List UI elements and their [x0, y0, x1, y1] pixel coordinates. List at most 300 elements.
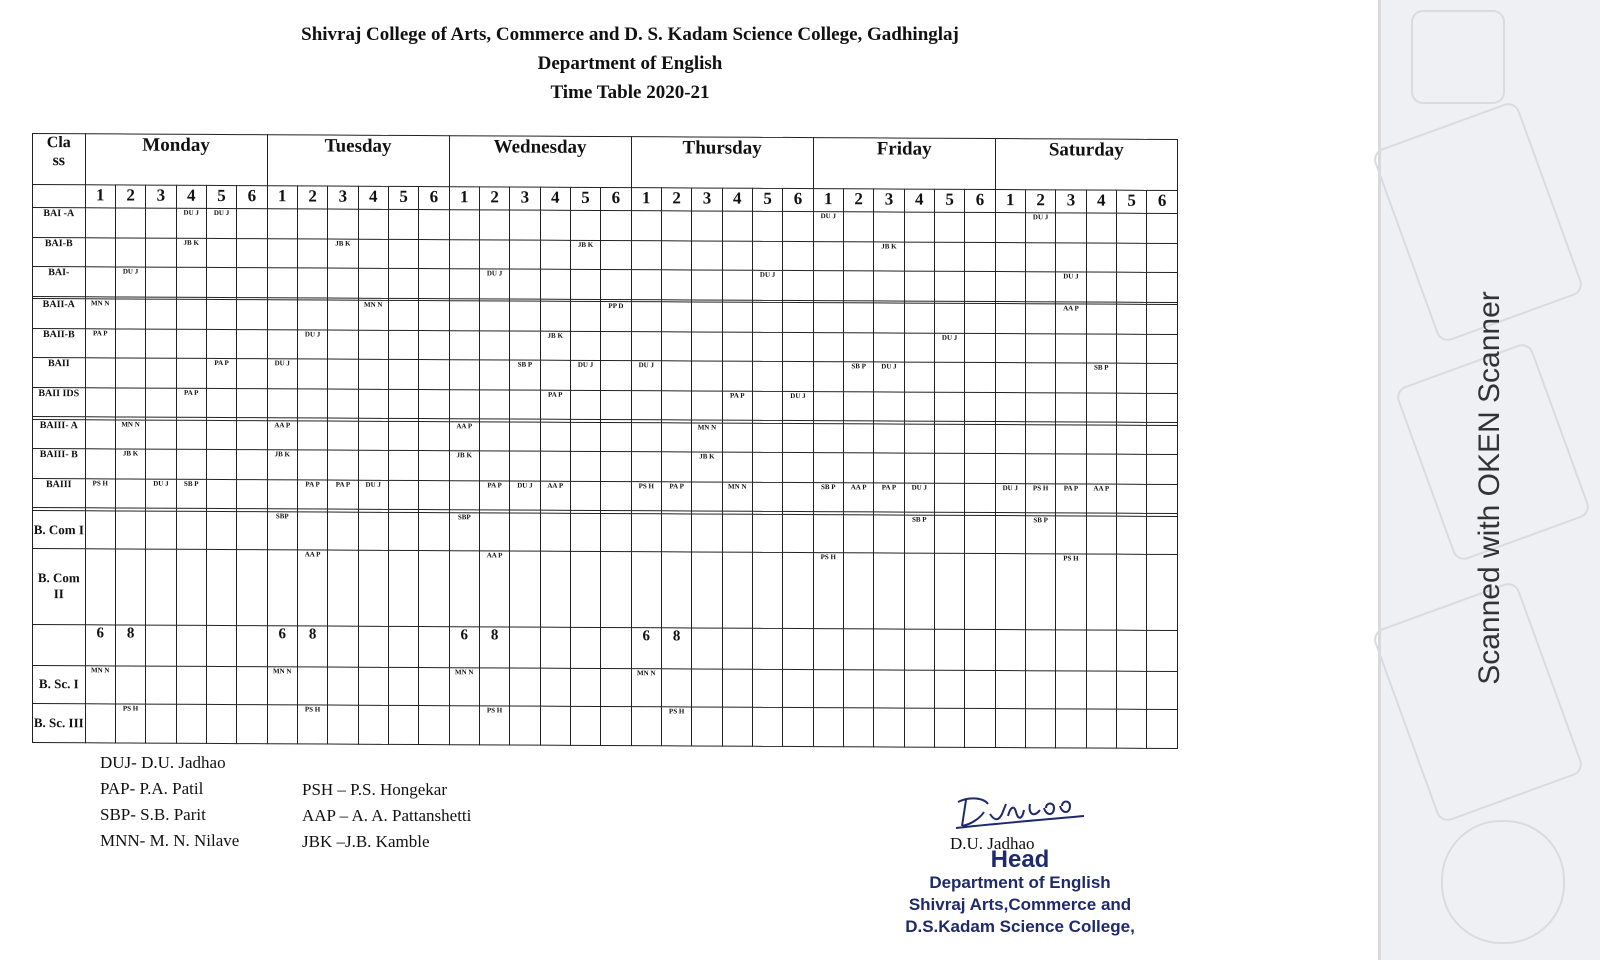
timetable-cell — [267, 209, 297, 239]
legend-item: PSH – P.S. Hongekar — [302, 780, 447, 799]
timetable-cell — [479, 239, 509, 269]
timetable-cell — [85, 449, 115, 479]
timetable-cell — [328, 667, 358, 706]
timetable-cell: PS H — [1025, 484, 1055, 514]
timetable-cell — [601, 452, 631, 482]
timetable-cell: SBP — [267, 511, 297, 550]
timetable-cell — [328, 550, 358, 625]
class-label: BAIII- A — [33, 419, 86, 449]
timetable-cell — [388, 706, 418, 745]
timetable-cell — [570, 422, 600, 452]
table-row — [33, 704, 1178, 749]
table-row — [33, 665, 1178, 710]
timetable-cell — [206, 388, 236, 418]
timetable-cell — [1025, 333, 1055, 363]
timetable-cell — [692, 361, 722, 391]
timetable-cell: AA P — [479, 551, 509, 626]
class-column-header — [33, 134, 86, 185]
day-header-saturday: Saturday — [995, 139, 1177, 191]
timetable-cell — [1025, 393, 1055, 423]
period-number: 6 — [601, 187, 631, 210]
timetable-cell — [631, 211, 661, 241]
timetable-cell — [85, 419, 115, 449]
timetable-cell — [1147, 455, 1178, 485]
timetable-cell — [419, 667, 449, 706]
period-number: 2 — [115, 185, 145, 208]
signatory-name: D.U. Jadhao — [950, 834, 1035, 853]
timetable-cell — [570, 301, 600, 331]
timetable-cell — [631, 240, 661, 270]
timetable-cell — [995, 213, 1025, 243]
timetable-cell — [1025, 454, 1055, 484]
timetable-cell — [328, 359, 358, 389]
timetable-cell — [783, 423, 813, 453]
timetable-grid — [32, 133, 1178, 749]
timetable-cell: AA P — [267, 420, 297, 450]
timetable-cell — [237, 268, 267, 298]
timetable-cell — [601, 422, 631, 452]
timetable-cell — [237, 705, 267, 744]
timetable-cell — [115, 511, 145, 550]
timetable-cell — [479, 210, 509, 240]
timetable-cell — [965, 303, 995, 333]
timetable-cell — [752, 553, 782, 628]
timetable-cell — [449, 360, 479, 390]
timetable-cell: PS H — [1056, 554, 1086, 629]
class-label: B. Com II — [33, 549, 86, 624]
timetable-cell — [115, 358, 145, 388]
timetable-cell — [206, 450, 236, 480]
timetable-cell — [874, 392, 904, 422]
timetable-cell — [388, 667, 418, 706]
timetable-cell — [692, 628, 722, 669]
timetable-cell — [540, 552, 570, 627]
class-label: BAII IDS — [33, 387, 86, 417]
timetable-cell — [206, 511, 236, 550]
timetable-cell — [1147, 273, 1178, 303]
timetable-cell — [965, 515, 995, 554]
timetable-cell: DU J — [206, 208, 236, 238]
timetable-cell: JB K — [449, 451, 479, 481]
department-name: Department of English — [537, 53, 723, 74]
timetable-cell: DU J — [176, 208, 206, 238]
timetable-cell — [874, 515, 904, 554]
legend-column-2 — [302, 777, 471, 855]
timetable-cell — [1147, 671, 1178, 710]
timetable-cell — [965, 454, 995, 484]
timetable-cell — [540, 422, 570, 452]
timetable-cell — [813, 241, 843, 271]
legend-item: MNN- M. N. Nilave — [100, 831, 240, 850]
timetable-cell: PA P — [206, 359, 236, 389]
timetable-cell — [328, 512, 358, 551]
stamp-line: Shivraj Arts,Commerce and — [908, 895, 1132, 914]
timetable-cell — [1025, 272, 1055, 302]
timetable-cell — [1147, 425, 1178, 455]
timetable-cell — [631, 552, 661, 627]
period-number: 5 — [206, 185, 236, 208]
class-label: BAIII — [33, 478, 86, 508]
timetable-cell — [1086, 425, 1116, 455]
timetable-cell — [1056, 516, 1086, 555]
timetable-cell — [297, 421, 327, 451]
class-label: BAII — [33, 358, 86, 388]
timetable-cell: SB P — [813, 482, 843, 512]
timetable-cell — [1056, 363, 1086, 393]
day-header-thursday: Thursday — [631, 137, 813, 189]
timetable-cell — [934, 708, 964, 747]
timetable-cell — [540, 627, 570, 668]
timetable-cell — [692, 482, 722, 512]
timetable-cell — [206, 329, 236, 359]
timetable-cell — [934, 212, 964, 242]
timetable-cell: MN N — [722, 482, 752, 512]
timetable-cell — [783, 669, 813, 708]
timetable-cell — [661, 391, 691, 421]
timetable-cell: PS H — [297, 705, 327, 744]
timetable-cell — [783, 553, 813, 628]
timetable-cell: PA P — [85, 328, 115, 358]
timetable-cell — [934, 629, 964, 670]
timetable-cell — [570, 390, 600, 420]
timetable-cell — [752, 707, 782, 746]
timetable-cell — [995, 454, 1025, 484]
timetable-cell — [752, 302, 782, 332]
timetable-cell — [419, 330, 449, 360]
timetable-cell — [722, 270, 752, 300]
timetable-cell — [146, 704, 176, 743]
timetable-cell: DU J — [297, 330, 327, 360]
timetable-cell — [237, 511, 267, 550]
timetable-cell — [1116, 484, 1146, 514]
timetable-cell — [206, 299, 236, 329]
timetable-cell — [419, 301, 449, 331]
timetable-cell — [479, 513, 509, 552]
timetable-cell: MN N — [85, 299, 115, 329]
timetable-cell — [934, 242, 964, 272]
period-number: 1 — [449, 187, 479, 210]
timetable-cell — [570, 270, 600, 300]
timetable-cell — [722, 514, 752, 553]
timetable-cell: AA P — [540, 481, 570, 511]
timetable-cell — [146, 388, 176, 418]
timetable-cell — [1116, 709, 1146, 748]
timetable-cell — [510, 390, 540, 420]
timetable-cell: DU J — [752, 270, 782, 300]
legend-item: DUJ- D.U. Jadhao — [100, 753, 226, 772]
timetable-cell — [176, 666, 206, 705]
timetable-cell — [267, 705, 297, 744]
timetable-cell — [267, 238, 297, 268]
timetable-cell — [661, 211, 691, 241]
timetable-cell — [358, 239, 388, 269]
timetable-cell — [1086, 454, 1116, 484]
timetable-cell — [692, 211, 722, 241]
timetable-cell — [904, 553, 934, 628]
timetable-cell — [358, 705, 388, 744]
timetable-cell — [995, 272, 1025, 302]
timetable-cell — [1086, 304, 1116, 334]
timetable-cell — [85, 237, 115, 267]
table-row — [33, 624, 1178, 671]
class-header-line: ss — [52, 152, 66, 170]
timetable-cell — [1025, 629, 1055, 670]
timetable-cell — [995, 304, 1025, 334]
timetable-cell — [965, 363, 995, 393]
timetable-cell — [1147, 555, 1178, 630]
timetable-cell: DU J — [783, 391, 813, 421]
timetable-cell: AA P — [449, 421, 479, 451]
timetable-cell — [722, 423, 752, 453]
legend-item: AAP – A. A. Pattanshetti — [302, 806, 472, 825]
scanner-watermark-text: Scanned with OKEN Scanner — [1473, 291, 1506, 685]
timetable-cell: DU J — [1025, 213, 1055, 243]
timetable-cell — [1147, 710, 1178, 749]
legend-column-1 — [100, 750, 239, 854]
timetable-cell — [813, 514, 843, 553]
timetable-cell — [934, 454, 964, 484]
day-header-friday: Friday — [813, 138, 995, 190]
timetable-cell: JB K — [115, 449, 145, 479]
timetable-cell — [570, 513, 600, 552]
timetable-cell — [449, 706, 479, 745]
timetable-cell: PA P — [328, 480, 358, 510]
timetable-cell: JB K — [874, 242, 904, 272]
timetable-cell — [752, 362, 782, 392]
timetable-cell — [874, 333, 904, 363]
timetable-cell — [328, 209, 358, 239]
period-number: 5 — [570, 187, 600, 210]
timetable-cell — [297, 268, 327, 298]
timetable-cell: PS H — [85, 479, 115, 509]
timetable-cell — [995, 554, 1025, 629]
timetable-cell — [995, 363, 1025, 393]
timetable-cell — [540, 668, 570, 707]
timetable-cell — [813, 708, 843, 747]
timetable-cell — [1086, 516, 1116, 555]
timetable-cell: PP D — [601, 302, 631, 332]
timetable-cell — [267, 480, 297, 510]
timetable-cell — [419, 421, 449, 451]
timetable-cell — [661, 452, 691, 482]
timetable-cell — [1025, 554, 1055, 629]
timetable-cell — [388, 451, 418, 481]
timetable-cell — [783, 271, 813, 301]
timetable-cell — [449, 301, 479, 331]
timetable-cell — [570, 668, 600, 707]
timetable-cell — [510, 551, 540, 626]
timetable-title: Time Table 2020-21 — [550, 82, 710, 103]
timetable-cell — [206, 268, 236, 298]
timetable-cell: JB K — [540, 331, 570, 361]
timetable-cell: SB P — [1086, 363, 1116, 393]
period-number: 3 — [328, 186, 358, 209]
timetable-cell — [995, 242, 1025, 272]
period-number: 6 — [1147, 190, 1178, 213]
timetable-cell — [783, 628, 813, 669]
timetable-cell — [85, 208, 115, 238]
timetable-cell — [904, 362, 934, 392]
period-number: 1 — [995, 190, 1025, 213]
timetable-cell — [783, 453, 813, 483]
timetable-cell — [601, 707, 631, 746]
timetable-cell — [965, 242, 995, 272]
timetable-cell — [388, 421, 418, 451]
timetable-cell — [85, 358, 115, 388]
timetable-cell — [692, 391, 722, 421]
timetable-cell — [237, 666, 267, 705]
period-number: 6 — [783, 188, 813, 211]
timetable-cell — [934, 362, 964, 392]
timetable-cell — [601, 513, 631, 552]
timetable-cell: PA P — [540, 390, 570, 420]
timetable-cell: 8 — [297, 625, 327, 666]
timetable-cell — [874, 669, 904, 708]
timetable-cell — [1086, 554, 1116, 629]
timetable-cell — [510, 422, 540, 452]
timetable-cell — [570, 707, 600, 746]
legend-item: JBK –J.B. Kamble — [302, 832, 430, 851]
timetable-cell — [752, 482, 782, 512]
timetable-cell — [783, 482, 813, 512]
timetable-cell — [206, 238, 236, 268]
stamp-head: Head — [990, 846, 1050, 873]
timetable-cell — [1056, 454, 1086, 484]
timetable-cell — [752, 514, 782, 553]
timetable-cell: DU J — [874, 362, 904, 392]
timetable-cell — [752, 453, 782, 483]
timetable-cell — [631, 513, 661, 552]
period-number: 4 — [904, 189, 934, 212]
timetable-cell — [661, 422, 691, 452]
timetable-cell — [692, 552, 722, 627]
timetable-cell — [874, 628, 904, 669]
timetable-cell — [843, 708, 873, 747]
timetable-cell — [115, 299, 145, 329]
timetable-cell — [388, 239, 418, 269]
timetable-cell — [661, 668, 691, 707]
timetable-cell — [510, 706, 540, 745]
timetable-cell — [965, 709, 995, 748]
timetable-cell — [874, 453, 904, 483]
timetable-cell — [783, 241, 813, 271]
day-header-wednesday: Wednesday — [449, 136, 631, 188]
timetable-cell — [510, 301, 540, 331]
timetable-cell — [297, 209, 327, 239]
deco-shape — [1441, 820, 1565, 944]
timetable-cell — [631, 452, 661, 482]
timetable-cell: DU J — [267, 359, 297, 389]
timetable-cell — [904, 670, 934, 709]
timetable-cell — [843, 241, 873, 271]
timetable-cell — [328, 705, 358, 744]
timetable-cell — [722, 211, 752, 241]
timetable-cell — [874, 424, 904, 454]
timetable-cell — [631, 331, 661, 361]
timetable-cell — [692, 302, 722, 332]
timetable-cell — [904, 303, 934, 333]
class-header-line: Cla — [46, 134, 71, 152]
timetable-cell — [1116, 425, 1146, 455]
timetable-cell — [328, 421, 358, 451]
timetable-cell — [752, 211, 782, 241]
timetable-cell — [267, 300, 297, 330]
timetable-cell — [965, 554, 995, 629]
timetable-cell — [1147, 484, 1178, 514]
timetable-cell — [722, 553, 752, 628]
timetable-cell — [601, 210, 631, 240]
timetable-cell — [358, 512, 388, 551]
period-number: 3 — [692, 188, 722, 211]
timetable-cell — [965, 670, 995, 709]
timetable-cell — [843, 423, 873, 453]
timetable-cell — [176, 511, 206, 550]
table-row — [33, 510, 1178, 555]
timetable-cell: MN N — [631, 668, 661, 707]
timetable-cell: DU J — [358, 480, 388, 510]
timetable-cell — [206, 479, 236, 509]
timetable-cell: PS H — [631, 482, 661, 512]
timetable-cell — [510, 668, 540, 707]
timetable-cell — [601, 270, 631, 300]
timetable-cell — [206, 420, 236, 450]
timetable-cell — [783, 211, 813, 241]
timetable-cell — [479, 667, 509, 706]
timetable-cell — [85, 388, 115, 418]
timetable-cell — [783, 362, 813, 392]
period-number: 3 — [874, 189, 904, 212]
timetable-cell — [297, 666, 327, 705]
timetable-cell — [661, 302, 691, 332]
timetable-cell: DU J — [1056, 272, 1086, 302]
timetable-cell — [358, 330, 388, 360]
timetable-cell — [419, 239, 449, 269]
timetable-cell — [995, 424, 1025, 454]
timetable-cell — [752, 669, 782, 708]
timetable-cell — [934, 670, 964, 709]
timetable-cell — [874, 708, 904, 747]
timetable-cell: DU J — [479, 269, 509, 299]
timetable-cell — [601, 552, 631, 627]
timetable-cell — [237, 300, 267, 330]
timetable-cell — [1056, 393, 1086, 423]
timetable-cell — [1116, 334, 1146, 364]
timetable-cell — [904, 424, 934, 454]
timetable-cell — [146, 208, 176, 238]
timetable-cell — [1025, 424, 1055, 454]
timetable-cell — [570, 552, 600, 627]
timetable-cell — [358, 209, 388, 239]
timetable-cell — [1056, 425, 1086, 455]
timetable-cell — [237, 625, 267, 666]
timetable-cell — [570, 481, 600, 511]
timetable-cell — [85, 511, 115, 550]
timetable-cell — [510, 269, 540, 299]
timetable-cell — [388, 209, 418, 239]
timetable-cell — [297, 238, 327, 268]
timetable-cell: DU J — [510, 481, 540, 511]
timetable-cell — [267, 550, 297, 625]
timetable-cell — [540, 706, 570, 745]
timetable-cell — [328, 300, 358, 330]
timetable-cell: MN N — [85, 665, 115, 704]
timetable-cell — [358, 626, 388, 667]
timetable-cell — [206, 550, 236, 625]
timetable-cell — [328, 268, 358, 298]
timetable-cell — [692, 707, 722, 746]
timetable-cell — [358, 389, 388, 419]
timetable-cell — [813, 628, 843, 669]
